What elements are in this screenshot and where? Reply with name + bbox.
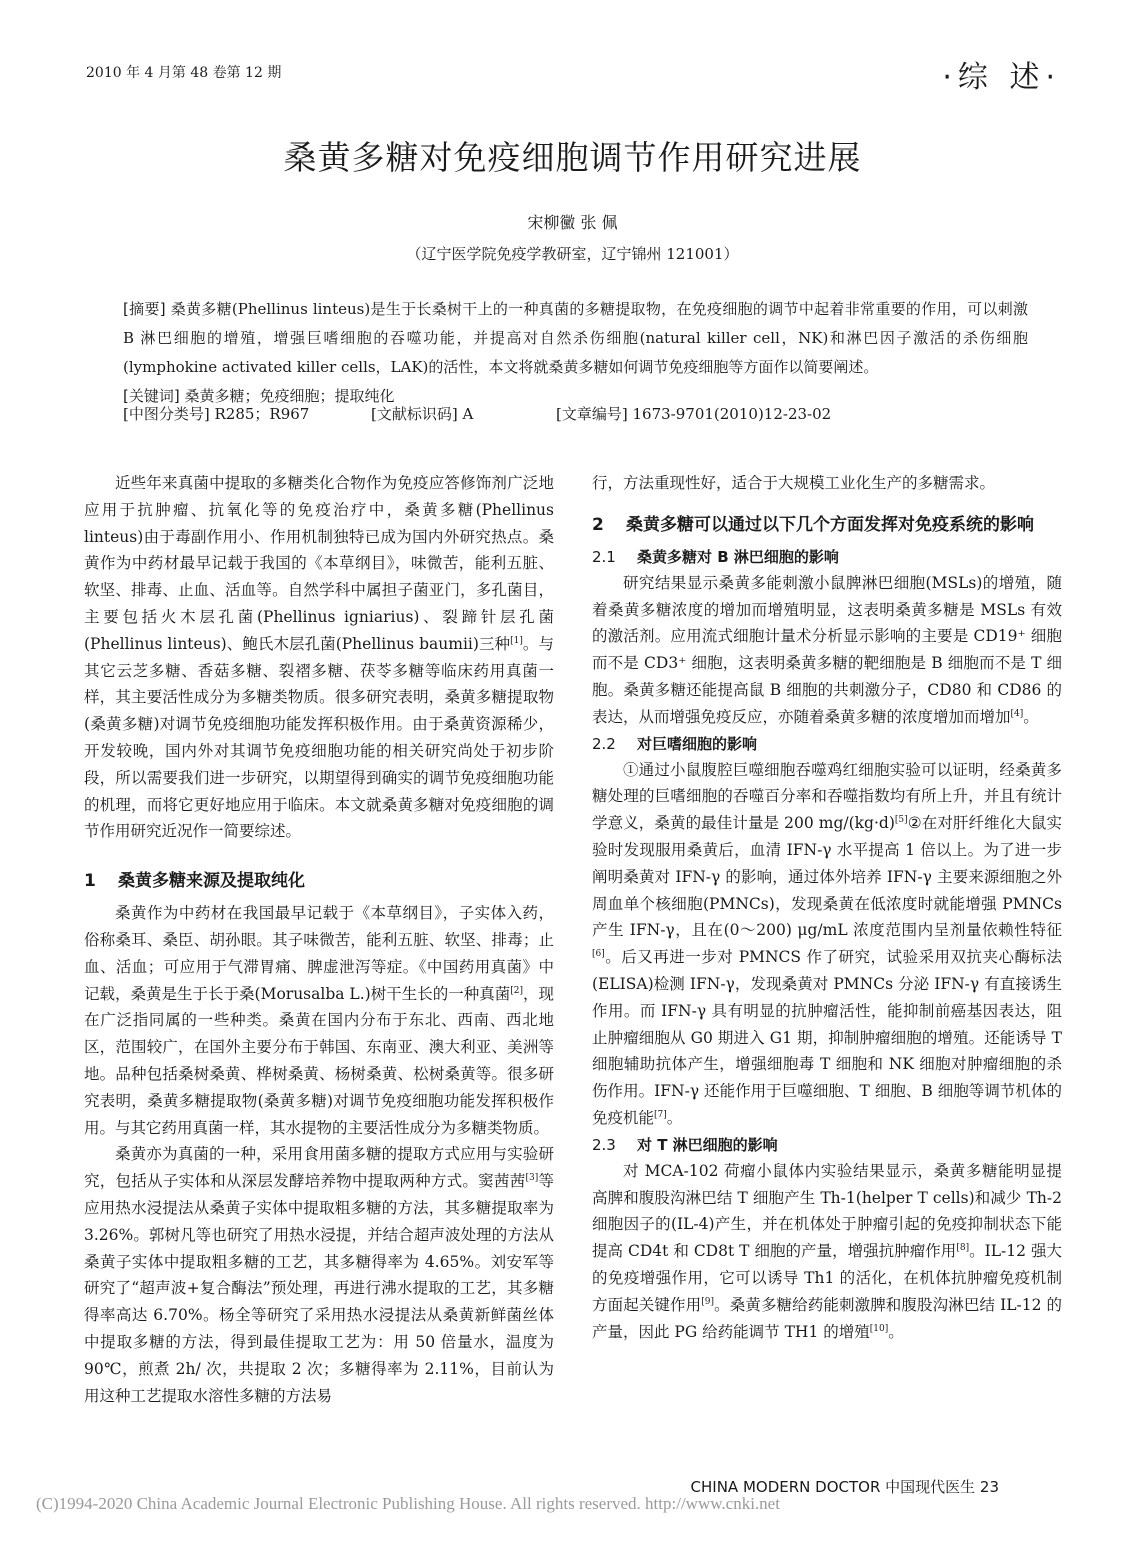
section-1-paragraph-2	[84, 1141, 554, 1409]
doc-code-label: [文献标识码]	[371, 405, 458, 423]
issue-info: 2010 年 4 月第 48 卷第 12 期	[86, 65, 282, 81]
article-affiliation: （辽宁医学院免疫学教研室，辽宁锦州 121001）	[406, 245, 739, 263]
subsection-number: 2.3	[592, 1135, 616, 1154]
paragraph-text: 桑黄亦为真菌的一种，采用食用菌多糖的提取方式应用与实验研究，包括从子实体和从深层发酵培养物中提取两种方式。窦茜茜	[84, 1145, 554, 1191]
citation: [4]	[1010, 708, 1024, 719]
keywords-label: [关键词]	[123, 387, 180, 405]
article-no-cell	[556, 403, 831, 424]
section-number: 1	[84, 871, 96, 892]
citation: [3]	[525, 1172, 539, 1183]
subsection-title: 对巨嗜细胞的影响	[637, 734, 758, 753]
period: 。	[888, 1322, 904, 1341]
article-authors: 宋柳黴 张 佩	[527, 213, 618, 232]
paragraph-text-cont: 等应用热水浸提法从桑黄子实体中提取粗多糖的方法，其多糖提取率为 3.26%。郭树凡等也研究了用热水浸提，并结合超声波处理的方法从桑黄子实体中提取粗多糖的工艺，其多糖得率为 4.65%。刘安军等研究了“超声波+复合酶法”预处理，再进行沸水提取的工艺，其多糖得率高达 6.70%。杨全等研究了采用热水浸提法从桑黄新鲜菌丝体中提取多糖的方法，得到最佳提取工艺为：用 50 倍量水，温度为 90℃，煎煮 2h/ 次，共提取 2 次；多糖得率为 2.11%，目前认为用这种工艺提取水溶性多糖的方法易	[84, 1172, 554, 1405]
doc-code-cell	[371, 403, 556, 424]
article-title: 桑黄多糖对免疫细胞调节作用研究进展	[283, 138, 862, 177]
subsection-2-1-paragraph	[592, 570, 1062, 731]
citation: [5]	[894, 815, 908, 826]
citation: [10]	[869, 1323, 889, 1334]
intro-text: 近些年来真菌中提取的多糖类化合物作为免疫应答修饰剂广泛地应用于抗肿瘤、抗氧化等的免疫治疗中，桑黄多糖(Phellinus linteus)由于毒副作用小、作用机制独特已成为国内外研究热点。桑黄作为中药材最早记载于我国的《本草纲目》，味微苦，能利五脏、软坚、排毒、止血、活血等。自然学科中属担子菌亚门，多孔菌目，主要包括火木层孔菌(Phellinus igniarius)、裂蹄针层孔菌(Phellinus linteus)、鲍氏木层孔菌(Phellinus baumii)三种	[84, 474, 554, 653]
paragraph-text: 桑黄作为中药材在我国最早记载于《本草纲目》，子实体入药，俗称桑耳、桑臣、胡孙眼。其子味微苦，能利五脏、软坚、排毒；止血、活血；可应用于气滞胃痛、脾虚泄泻等症。《中国药用真菌》中记载，桑黄是生于长于桑(Morusalba L.)树干生长的一种真菌	[84, 904, 554, 1003]
subsection-2-2-paragraph	[592, 757, 1062, 1132]
citation: [1]	[510, 635, 523, 646]
period: 。	[1023, 707, 1039, 726]
paragraph-text-cont: ②在对肝纤维化大鼠实验时发现服用桑黄后，血清 IFN-γ 水平提高 1 倍以上。为了进一步阐明桑黄对 IFN-γ 的影响，通过体外培养 IFN-γ 主要来源细胞之外周血单个核细胞(PMNCs)，发现桑黄在低浓度时就能增强 PMNCs 产生 IFN-γ，且在(0～200) μg/mL 浓度范围内呈剂量依赖性特征	[592, 814, 1062, 940]
subsection-2-3-paragraph	[592, 1158, 1062, 1346]
citation: [9]	[701, 1296, 715, 1307]
abstract-label: [摘要]	[123, 300, 166, 318]
section-title: 桑黄多糖可以通过以下几个方面发挥对免疫系统的影响	[626, 514, 1034, 535]
subsection-number: 2.2	[592, 734, 616, 753]
citation: [7]	[654, 1109, 667, 1120]
citation: [2]	[510, 985, 523, 996]
keywords-text: 桑黄多糖；免疫细胞；提取纯化	[184, 387, 395, 405]
left-column	[84, 470, 554, 1409]
section-title: 桑黄多糖来源及提取纯化	[118, 871, 305, 892]
clc-cell	[123, 403, 371, 424]
subsection-number: 2.1	[592, 547, 616, 566]
clc-label: [中图分类号]	[123, 405, 210, 423]
copyright-notice: (C)1994-2020 China Academic Journal Electronic Publishing House. All rights reserved. http://www.cnki.net	[36, 1494, 780, 1513]
classification-row	[123, 403, 1028, 424]
section-tag: ·综 述·	[942, 60, 1061, 95]
article-no-label: [文章编号]	[556, 405, 628, 423]
subsection-2-3-heading	[592, 1132, 1062, 1158]
abstract-text: 桑黄多糖(Phellinus linteus)是生于长桑树干上的一种真菌的多糖提取物，在免疫细胞的调节中起着非常重要的作用，可以刺激 B 淋巴细胞的增殖，增强巨嗜细胞的吞噬功能，并提高对自然杀伤细胞(natural killer cell，NK)和淋巴因子激活的杀伤细胞(lymphokine activated killer cells，LAK)的活性，本文将就桑黄多糖如何调节免疫细胞等方面作以简要阐述。	[123, 300, 1028, 376]
subsection-2-1-heading	[592, 544, 1062, 570]
intro-paragraph	[84, 470, 554, 845]
paragraph-text: ①通过小鼠腹腔巨噬细胞吞噬鸡红细胞实验可以证明，经桑黄多糖处理的巨嗜细胞的吞噬百分率和吞噬指数均有所上升，并且有统计学意义，桑黄的最佳计量是 200 mg/(kg·d)	[592, 760, 1062, 833]
paragraph-text-cont: 。IL-12 强大的免疫增强作用，它可以诱导 Th1 的活化，在机体抗肿瘤免疫机制方面起关键作用	[592, 1242, 1062, 1314]
clc-value: R285；R967	[214, 405, 310, 423]
paragraph-text-cont: 。桑黄多糖给药能刺激脾和腹股沟淋巴结 IL-12 的产量，因此 PG 给药能调节 TH1 的增殖	[592, 1295, 1062, 1341]
paragraph-text-cont: ，现在广泛指同属的一些种类。桑黄在国内分布于东北、西南、西北地区，范围较广，在国外主要分布于韩国、东南亚、澳大利亚、美洲等地。品种包括桑树桑黄、桦树桑黄、杨树桑黄、松树桑黄等。很多研究表明，桑黄多糖提取物(桑黄多糖)对调节免疫细胞功能发挥积极作用。与其它药用真菌一样，其水提物的主要活性成分为多糖类物质。	[84, 984, 554, 1137]
right-column	[592, 470, 1062, 1345]
section-2-heading	[592, 511, 1062, 540]
period: 。	[666, 1108, 683, 1127]
paragraph-text: 对 MCA-102 荷瘤小鼠体内实验结果显示，桑黄多糖能明显提高脾和腹股沟淋巴结 T 细胞产生 Th-1(helper T cells)和减少 Th-2 细胞因子的(IL-4)产生，并在机体处于肿瘤引起的免疫抑制状态下能提高 CD4t 和 CD8t T 细胞的产量，增强抗肿瘤作用	[592, 1161, 1062, 1261]
paragraph-text: 研究结果显示桑黄多能刺激小鼠脾淋巴细胞(MSLs)的增殖，随着桑黄多糖浓度的增加而增殖明显，这表明桑黄多糖是 MSLs 有效的激活剂。应用流式细胞计量术分析显示影响的主要是 CD19⁺ 细胞而不是 CD3⁺ 细胞，这表明桑黄多糖的靶细胞是 B 细胞而不是 T 细胞。桑黄多糖还能提高鼠 B 细胞的共刺激分子，CD80 和 CD86 的表达，从而增强免疫反应，亦随着桑黄多糖的浓度增加而增加	[592, 573, 1062, 726]
article-no-value: 1673-9701(2010)12-23-02	[632, 405, 832, 423]
intro-text-cont: 。与其它云芝多糖、香菇多糖、裂褶多糖、茯苓多糖等临床药用真菌一样，其主要活性成分为多糖类物质。很多研究表明，桑黄多糖提取物(桑黄多糖)对调节免疫细胞功能发挥积极作用。由于桑黄资源稀少，开发较晚，国内外对其调节免疫细胞功能的相关研究尚处于初步阶段，所以需要我们进一步研究，以期望得到确实的调节免疫细胞功能的机理，而将它更好地应用于临床。本文就桑黄多糖对免疫细胞的调节作用研究近况作一简要综述。	[84, 634, 554, 841]
citation: [8]	[956, 1242, 970, 1253]
subsection-title: 对 T 淋巴细胞的影响	[637, 1135, 778, 1154]
abstract-paragraph	[123, 295, 1028, 382]
subsection-title: 桑黄多糖对 B 淋巴细胞的影响	[637, 547, 839, 566]
section-number: 2	[592, 514, 604, 535]
doc-code-value: A	[462, 405, 474, 423]
continued-paragraph: 行，方法重现性好，适合于大规模工业化生产的多糖需求。	[592, 474, 996, 492]
paragraph-text-cont: 。后又再进一步对 PMNCS 作了研究，试验采用双抗夹心酶标法(ELISA)检测 IFN-γ，发现桑黄对 PMNCs 分泌 IFN-γ 有直接诱生作用。而 IFN-γ 具有明显的抗肿瘤活性，能抑制前癌基因表达，阻止肿瘤细胞从 G0 期进入 G1 期，抑制肿瘤细胞的增殖。还能诱导 T 细胞辅助抗体产生，增强细胞毒 T 细胞和 NK 细胞对肿瘤细胞的杀伤作用。IFN-γ 还能作用于巨噬细胞、T 细胞、B 细胞等调节机体的免疫机能	[592, 948, 1062, 1127]
journal-footer: CHINA MODERN DOCTOR 中国现代医生 23	[690, 1478, 999, 1496]
abstract-block	[123, 295, 1028, 411]
section-1-paragraph-1	[84, 900, 554, 1141]
section-1-heading	[84, 867, 554, 896]
subsection-2-2-heading	[592, 731, 1062, 757]
citation: [6]	[592, 949, 605, 959]
